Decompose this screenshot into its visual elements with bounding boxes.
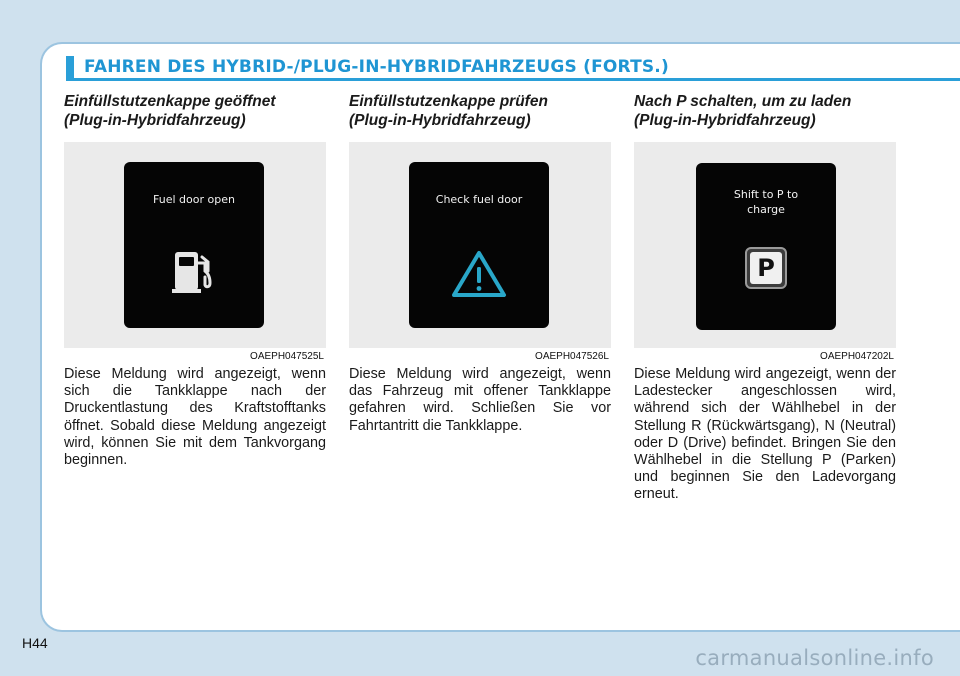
column-fuel-door-open <box>64 92 326 484</box>
column-check-fuel-door <box>349 92 611 449</box>
park-gear-icon <box>745 247 787 289</box>
heading-line-1: Einfüllstutzenkappe prüfen <box>349 93 548 110</box>
heading-line-2: (Plug-in-Hybridfahrzeug) <box>634 112 816 129</box>
cluster-display <box>124 162 264 328</box>
display-message-line-1: Shift to P to <box>733 188 799 201</box>
column-body-text: Diese Meldung wird angezeigt, wenn das Fahrzeug mit offener Tankklappe gefahren wird. Schließen Sie vor Fahrtantritt die Tankklappe. <box>349 366 611 434</box>
column-heading <box>349 92 611 132</box>
heading-line-2: (Plug-in-Hybridfahrzeug) <box>349 112 531 129</box>
cluster-display <box>696 163 836 330</box>
column-heading <box>64 92 326 132</box>
page-number: H44 <box>22 635 48 651</box>
section-title: FAHREN DES HYBRID-/PLUG-IN-HYBRIDFAHRZEUGS (FORTS.) <box>84 57 669 77</box>
watermark: carmanualsonline.info <box>695 646 934 670</box>
fuel-pump-icon <box>168 247 220 297</box>
cluster-figure <box>349 142 611 362</box>
column-body-text: Diese Meldung wird angezeigt, wenn sich die Tankklappe nach der Druckentlastung des Kraftstofftanks öffnet. Sobald diese Meldung angezeigt wird, können Sie mit dem Tankvorgang beginnen. <box>64 366 326 469</box>
figure-code: OAEPH047526L <box>535 351 609 362</box>
warning-triangle-icon <box>450 249 508 299</box>
display-message-line-2: charge <box>747 203 785 216</box>
header-rule <box>66 78 960 81</box>
column-shift-to-p <box>634 92 896 518</box>
display-message <box>696 187 836 217</box>
header-accent-bar <box>66 56 74 80</box>
cluster-figure <box>64 142 326 362</box>
display-message: Fuel door open <box>153 193 235 206</box>
park-letter: P <box>750 252 782 284</box>
figure-code: OAEPH047202L <box>820 351 894 362</box>
figure-code: OAEPH047525L <box>250 351 324 362</box>
heading-line-1: Einfüllstutzenkappe geöffnet <box>64 93 276 110</box>
cluster-figure <box>634 142 896 362</box>
cluster-display <box>409 162 549 328</box>
heading-line-1: Nach P schalten, um zu laden <box>634 93 852 110</box>
display-message: Check fuel door <box>435 193 523 206</box>
column-body-text: Diese Meldung wird angezeigt, wenn der Ladestecker angeschlossen wird, während sich der Wählhebel in der Stellung R (Rückwärtsgang), N (Neutral) oder D (Drive) befindet. Bringen Sie den Wählhebel in die Stellung P (Parken) und beginnen Sie den Ladevorgang erneut. <box>634 366 896 503</box>
column-heading <box>634 92 896 132</box>
heading-line-2: (Plug-in-Hybridfahrzeug) <box>64 112 246 129</box>
